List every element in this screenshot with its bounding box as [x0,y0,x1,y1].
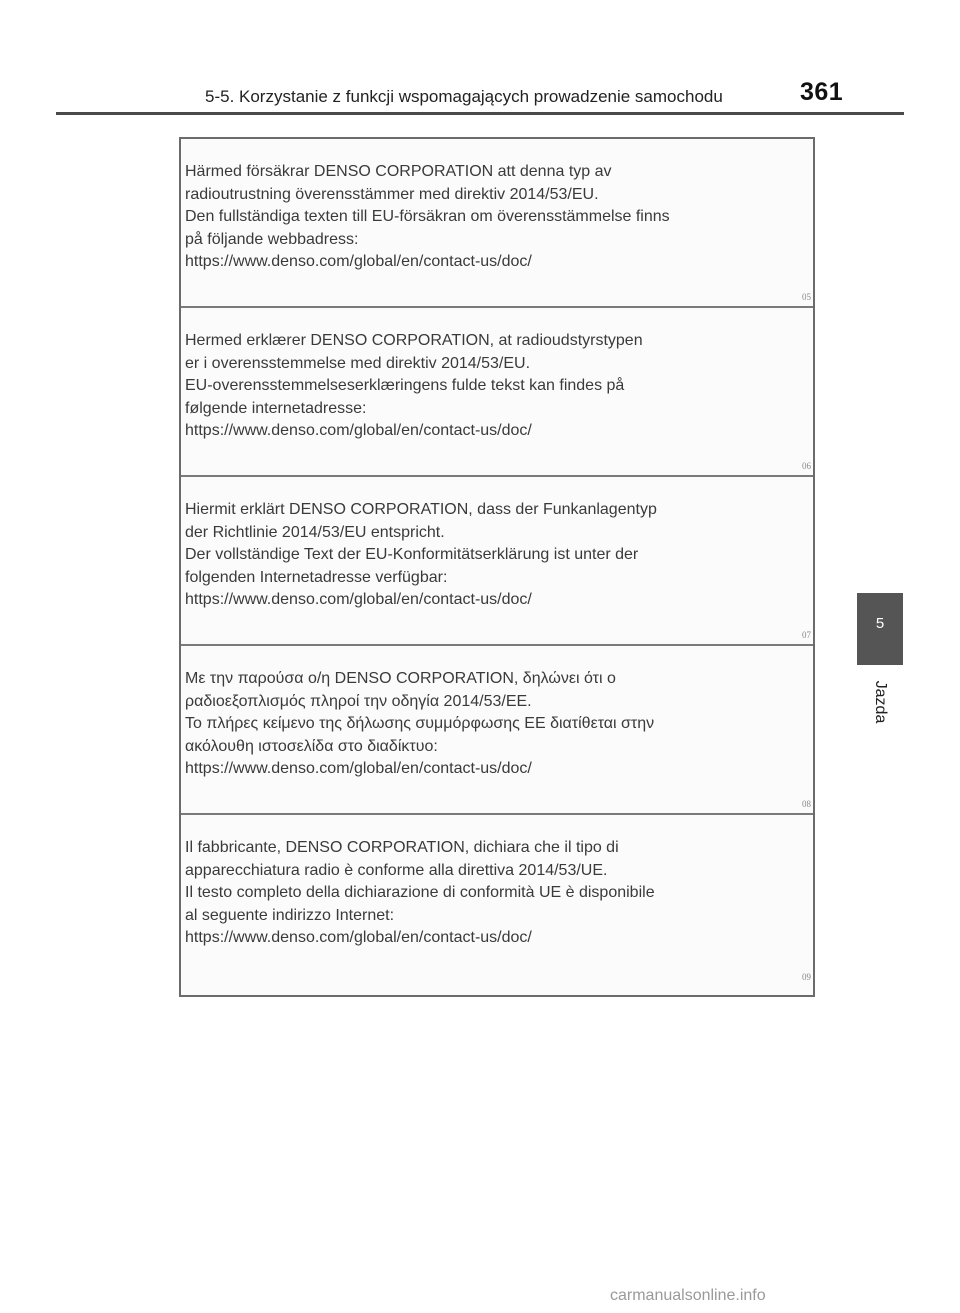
block-code: 07 [802,630,811,640]
declaration-line: al seguente indirizzo Internet: [185,906,395,924]
declaration-url: https://www.denso.com/global/en/contact-us/doc/ [185,422,532,439]
declaration-line: folgenden Internetadresse verfügbar: [185,568,448,586]
declaration-text [185,161,803,274]
declaration-line: er i overensstemmelse med direktiv 2014/53/EU. [185,354,531,372]
declaration-line: Den fullständiga texten till EU-försäkran om överensstämmelse finns [185,208,670,225]
chapter-tab [857,593,903,665]
declaration-line: ακόλουθη ιστοσελίδα στο διαδίκτυο: [185,737,438,755]
declaration-line: på följande webbadress: [185,230,359,248]
declaration-text [185,837,803,950]
declaration-line: Il fabbricante, DENSO CORPORATION, dichiara che il tipo di [185,839,619,856]
declaration-line: radioutrustning överensstämmer med direktiv 2014/53/EU. [185,185,599,203]
declaration-block-greek [181,646,813,815]
declaration-block-swedish [181,139,813,308]
declaration-line: Το πλήρες κείμενο της δήλωσης συμμόρφωσης ΕΕ διατίθεται στην [185,715,655,732]
declaration-url: https://www.denso.com/global/en/contact-us/doc/ [185,929,532,946]
declaration-line: følgende internetadresse: [185,399,367,417]
declaration-line: ραδιοεξοπλισμός πληροί την οδηγία 2014/53/ΕΕ. [185,692,532,710]
declaration-line: Hermed erklærer DENSO CORPORATION, at radioudstyrstypen [185,332,643,349]
declaration-line: apparecchiatura radio è conforme alla direttiva 2014/53/UE. [185,861,608,879]
block-code: 06 [802,461,811,471]
declaration-line: Hiermit erklärt DENSO CORPORATION, dass der Funkanlagentyp [185,501,657,518]
chapter-label [862,672,898,732]
declaration-block-german [181,477,813,646]
declaration-text [185,499,803,612]
chapter-label-text: Jazda [872,680,889,724]
declaration-url: https://www.denso.com/global/en/contact-us/doc/ [185,760,532,777]
declaration-line: Härmed försäkrar DENSO CORPORATION att denna typ av [185,163,612,180]
block-code: 05 [802,292,811,302]
declaration-line: Με την παρούσα ο/η DENSO CORPORATION, δηλώνει ότι ο [185,670,616,687]
block-code: 08 [802,799,811,809]
declaration-block-danish [181,308,813,477]
declaration-line: der Richtlinie 2014/53/EU entspricht. [185,523,445,541]
section-title: 5-5. Korzystanie z funkcji wspomagających prowadzenie samochodu [205,87,723,106]
declaration-line: Il testo completo della dichiarazione di conformità UE è disponibile [185,884,655,901]
declaration-line: EU-overensstemmelseserklæringens fulde tekst kan findes på [185,377,625,394]
chapter-number: 5 [875,615,885,632]
declaration-scan [179,137,815,997]
declaration-block-italian [181,815,813,986]
declaration-url: https://www.denso.com/global/en/contact-us/doc/ [185,591,532,608]
declaration-text [185,668,803,781]
page-number: 361 [800,78,844,106]
declaration-line: Der vollständige Text der EU-Konformitätserklärung ist unter der [185,546,639,563]
block-code: 09 [802,972,811,982]
header-divider [56,112,904,115]
declaration-text [185,330,803,443]
site-watermark: carmanualsonline.info [610,1287,766,1304]
declaration-url: https://www.denso.com/global/en/contact-us/doc/ [185,253,532,270]
page-header [0,72,960,112]
